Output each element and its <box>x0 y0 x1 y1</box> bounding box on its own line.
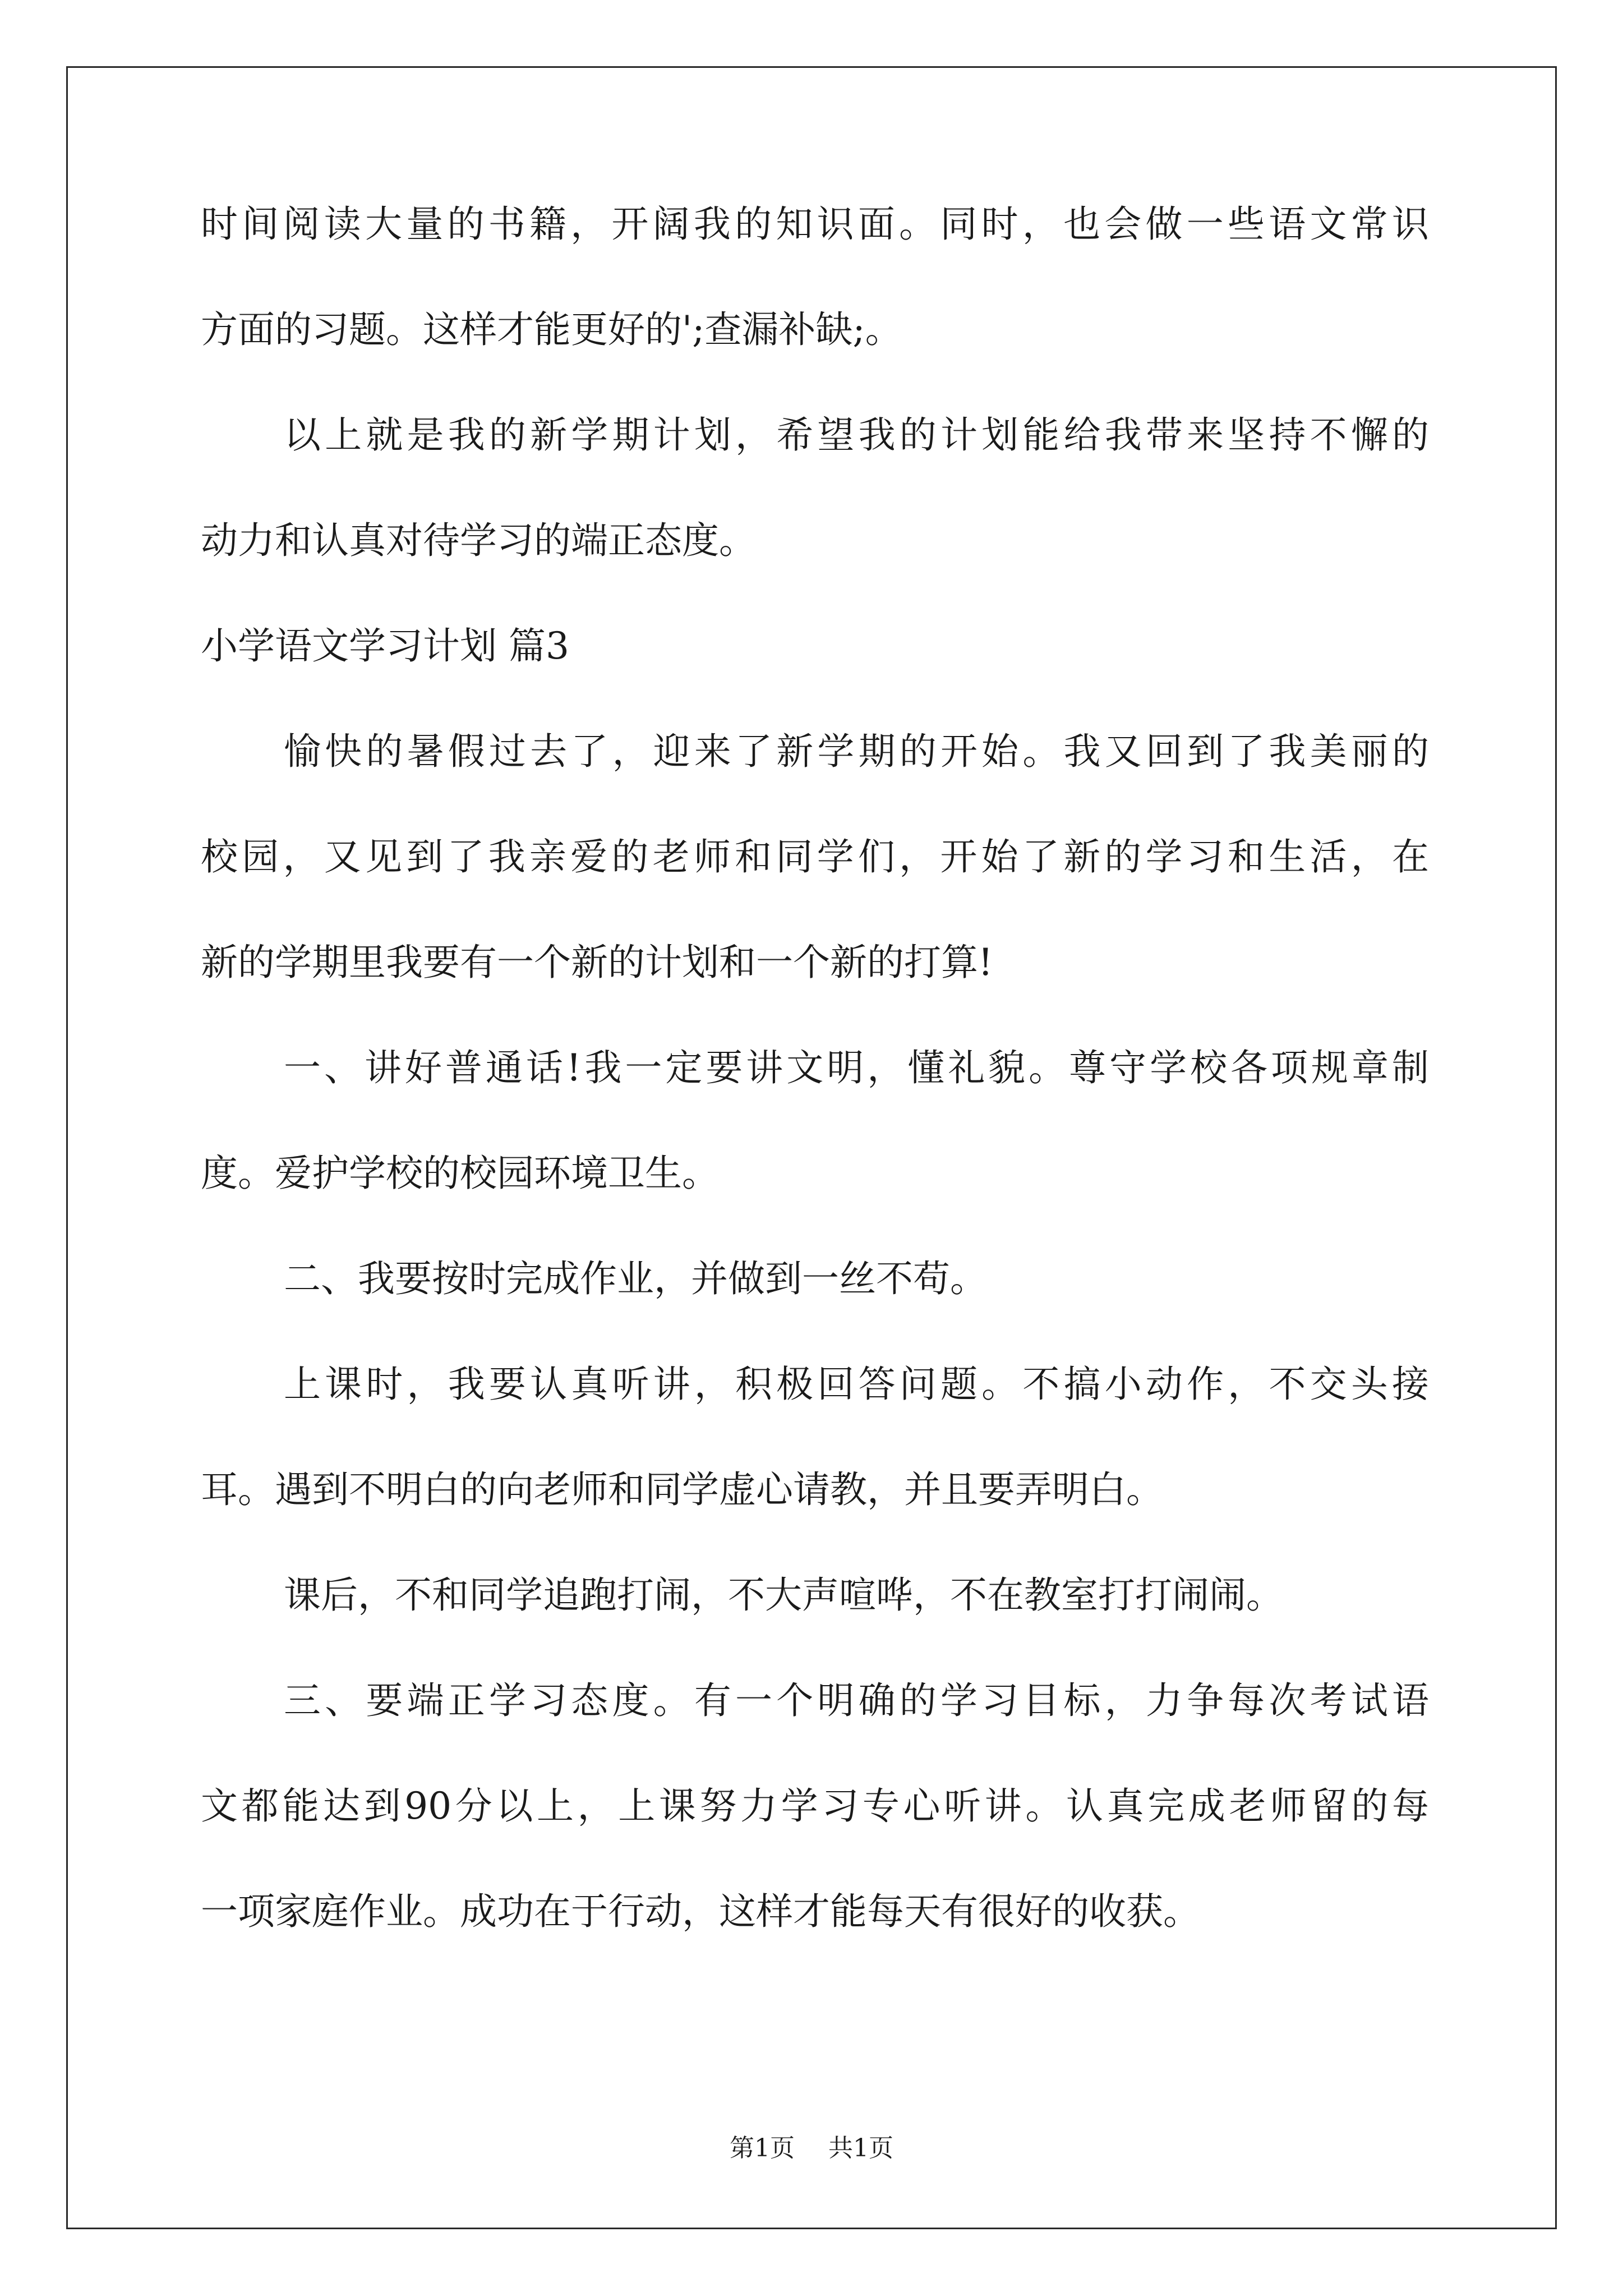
paragraph-line: 三、要端正学习态度。有一个明确的学习目标，力争每次考试语 <box>284 1679 1429 1722</box>
paragraph-line: 耳。遇到不明白的向老师和同学虚心请教，并且要弄明白。 <box>201 1468 1163 1511</box>
paragraph-line: 课后，不和同学追跑打闹，不大声喧哗，不在教室打打闹闹。 <box>284 1573 1283 1617</box>
section-heading: 小学语文学习计划 篇3 <box>201 624 569 668</box>
paragraph-line: 文都能达到90分以上，上课努力学习专心听讲。认真完成老师留的每 <box>201 1784 1429 1828</box>
paragraph-line: 度。爱护学校的校园环境卫生。 <box>201 1152 719 1195</box>
paragraph-line: 二、我要按时完成作业，并做到一丝不苟。 <box>284 1257 987 1300</box>
paragraph-line: 上课时，我要认真听讲，积极回答问题。不搞小动作，不交头接 <box>284 1363 1429 1406</box>
paragraph-line: 一、讲好普通话!我一定要讲文明，懂礼貌。尊守学校各项规章制 <box>284 1046 1429 1089</box>
page-total: 共1页 <box>828 2134 893 2162</box>
paragraph-line: 校园，又见到了我亲爱的老师和同学们，开始了新的学习和生活，在 <box>201 835 1429 878</box>
paragraph-line: 一项家庭作业。成功在于行动，这样才能每天有很好的收获。 <box>201 1890 1200 1933</box>
paragraph-line: 以上就是我的新学期计划，希望我的计划能给我带来坚持不懈的 <box>284 413 1429 457</box>
paragraph-line: 方面的习题。这样才能更好的';查漏补缺;。 <box>201 308 902 351</box>
page-footer <box>0 2132 1623 2165</box>
page-number: 第1页 <box>730 2134 795 2162</box>
paragraph-line: 动力和认真对待学习的端正态度。 <box>201 519 756 562</box>
paragraph-line: 新的学期里我要有一个新的计划和一个新的打算! <box>201 941 993 984</box>
paragraph-line: 愉快的暑假过去了，迎来了新学期的开始。我又回到了我美丽的 <box>284 730 1429 773</box>
paragraph-line: 时间阅读大量的书籍，开阔我的知识面。同时，也会做一些语文常识 <box>201 203 1429 246</box>
